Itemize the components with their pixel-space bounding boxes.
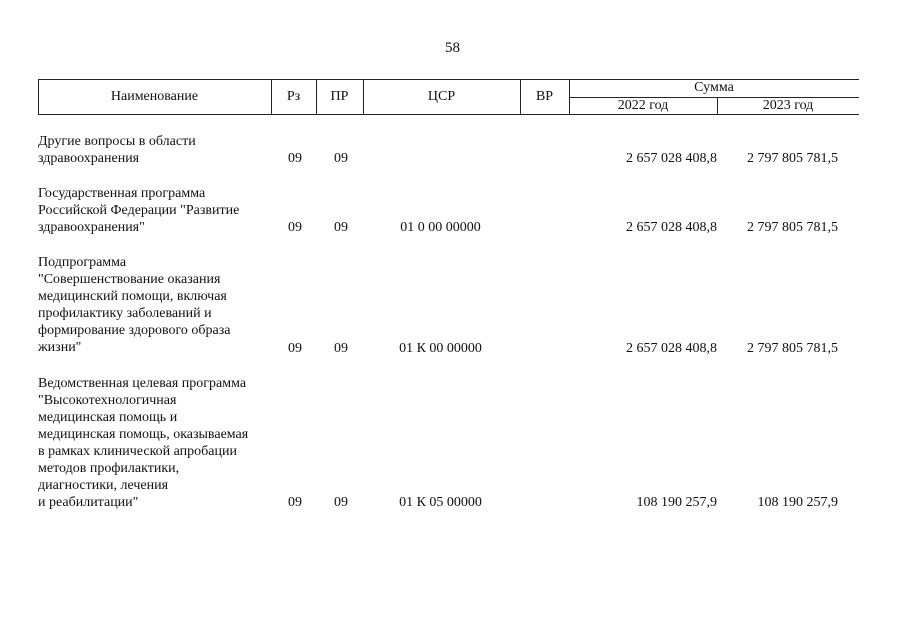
page-number: 58 [445,40,460,56]
row-rz: 09 [288,151,302,166]
row-csr: 01 К 05 00000 [399,495,482,510]
header-csr: ЦСР [427,89,456,104]
row-rz: 09 [288,220,302,235]
row-csr: 01 К 00 00000 [399,341,482,356]
row-name: Другие вопросы в области здравоохранения [38,134,196,166]
header-vr: ВР [535,89,554,104]
row-pr: 09 [334,151,348,166]
row-sum-2023: 2 797 805 781,5 [747,151,838,166]
row-rz: 09 [288,495,302,510]
row-sum-2023: 2 797 805 781,5 [747,220,838,235]
row-sum-2022: 108 190 257,9 [636,495,717,510]
header-year-2022: 2022 год [617,98,669,113]
row-sum-2022: 2 657 028 408,8 [626,151,717,166]
row-csr: 01 0 00 00000 [400,220,481,235]
row-rz: 09 [288,341,302,356]
header-pr: ПР [330,89,349,104]
row-name: Подпрограмма "Совершенствование оказания медицинский помощи, включая профилактику заболеваний и формирование здорового образа жизни" [38,255,231,355]
row-sum-2023: 108 190 257,9 [757,495,838,510]
row-sum-2022: 2 657 028 408,8 [626,220,717,235]
row-pr: 09 [334,495,348,510]
row-sum-2023: 2 797 805 781,5 [747,341,838,356]
row-name: Государственная программа Российской Федерации "Развитие здравоохранения" [38,186,240,235]
header-name: Наименование [110,89,199,104]
header-rz: Рз [286,89,301,104]
row-pr: 09 [334,220,348,235]
row-name: Ведомственная целевая программа "Высокотехнологичная медицинская помощь и медицинская помощь, оказываемая в рамках клинической апробации методов профилактики, диагностики, лечения и реабилитации" [38,376,249,510]
header-bottom-border [38,114,859,115]
row-pr: 09 [334,341,348,356]
header-sum: Сумма [694,80,734,95]
row-sum-2022: 2 657 028 408,8 [626,341,717,356]
header-year-2023: 2023 год [762,98,814,113]
